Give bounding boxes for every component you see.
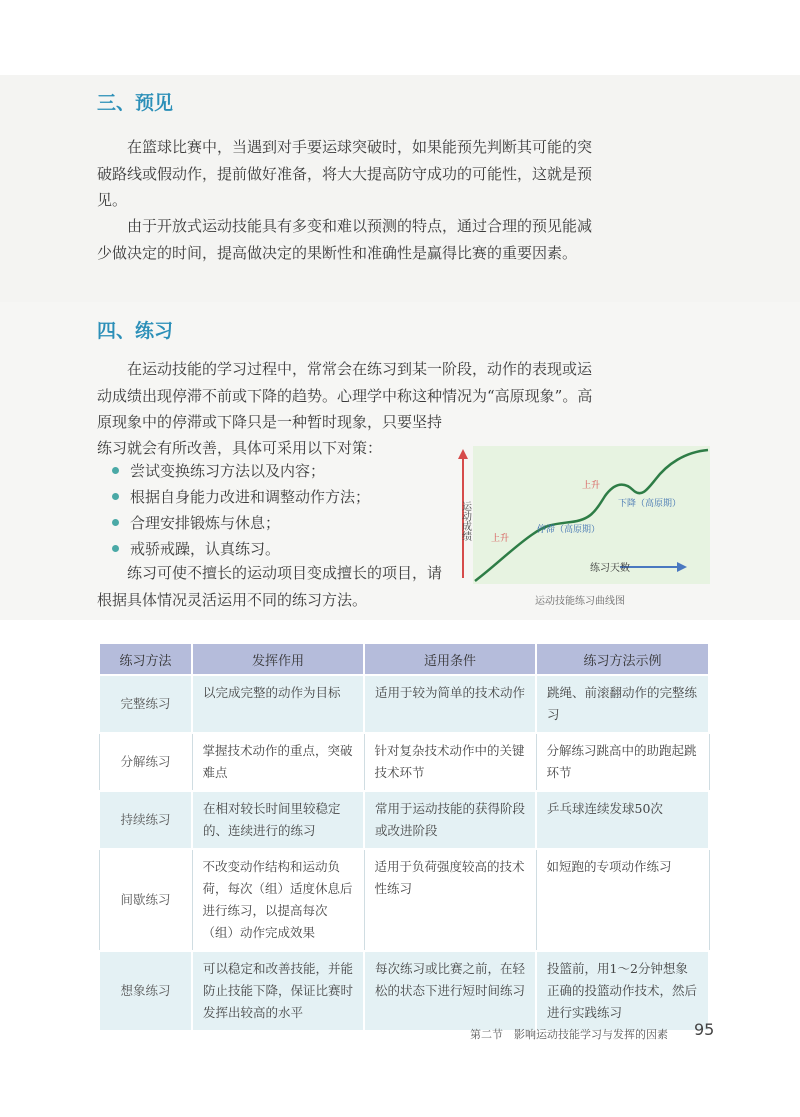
decline-label: 下降（高原期） bbox=[618, 499, 682, 509]
table-header-cell: 练习方法 bbox=[99, 643, 192, 675]
section-four-heading: 四、练习 bbox=[97, 320, 174, 342]
table-cell: 每次练习或比赛之前，在轻松的状态下进行短时间练习 bbox=[364, 951, 536, 1031]
table-header-cell: 练习方法示例 bbox=[536, 643, 709, 675]
list-item bbox=[110, 458, 370, 484]
table-cell: 间歇练习 bbox=[99, 849, 192, 951]
table-cell: 投篮前，用1～2分钟想象正确的投篮动作技术，然后进行实践练习 bbox=[536, 951, 709, 1031]
table-header-cell: 发挥作用 bbox=[192, 643, 364, 675]
rise-label-1: 上升 bbox=[491, 534, 510, 544]
table-cell: 跳绳、前滚翻动作的完整练习 bbox=[536, 675, 709, 733]
table-cell: 持续练习 bbox=[99, 791, 192, 849]
plateau-label: 停滞（高原期） bbox=[537, 525, 601, 535]
list-item-text: 合理安排锻炼与休息； bbox=[130, 514, 281, 532]
chart-caption: 运动技能练习曲线图 bbox=[535, 596, 625, 607]
table-header-cell: 适用条件 bbox=[364, 643, 536, 675]
bullet-dot-icon bbox=[112, 519, 119, 526]
section-four-closing: 练习可使不擅长的运动项目变成擅长的项目，请根据具体情况灵活运用不同的练习方法。 bbox=[97, 564, 443, 609]
countermeasure-list bbox=[110, 458, 370, 562]
table-cell: 以完成完整的动作为目标 bbox=[192, 675, 364, 733]
table-cell: 想象练习 bbox=[99, 951, 192, 1031]
bullet-dot-icon bbox=[112, 467, 119, 474]
list-item-text: 戒骄戒躁，认真练习。 bbox=[130, 540, 281, 558]
list-item-text: 根据自身能力改进和调整动作方法； bbox=[130, 488, 371, 506]
bullet-dot-icon bbox=[112, 545, 119, 552]
table-cell: 适用于较为简单的技术动作 bbox=[364, 675, 536, 733]
table-cell: 完整练习 bbox=[99, 675, 192, 733]
footer-section-title: 第二节 影响运动技能学习与发挥的因素 bbox=[470, 1028, 668, 1041]
y-axis-arrow-icon bbox=[458, 449, 468, 459]
section-four-intro: 在运动技能的学习过程中，常常会在练习到某一阶段，动作的表现或运动成绩出现停滞不前或下降的趋势。心理学中称这种情况为“高原现象”。高原现象中的停滞或下降只是一种暂时现象，只要坚持 bbox=[97, 360, 593, 431]
table-row bbox=[99, 951, 709, 1031]
section-three-paragraph-2: 由于开放式运动技能具有多变和难以预测的特点，通过合理的预见能减少做决定的时间，提高做决定的果断性和准确性是赢得比赛的重要因素。 bbox=[97, 217, 593, 262]
list-item bbox=[110, 536, 370, 562]
learning-curve-chart bbox=[455, 446, 710, 586]
list-item bbox=[110, 484, 370, 510]
page-number: 95 bbox=[694, 1020, 715, 1039]
table-cell: 在相对较长时间里较稳定的、连续进行的练习 bbox=[192, 791, 364, 849]
table-row bbox=[99, 849, 709, 951]
table-row bbox=[99, 733, 709, 791]
list-item-text: 尝试变换练习方法以及内容； bbox=[130, 462, 326, 480]
table-cell: 如短跑的专项动作练习 bbox=[536, 849, 709, 951]
table-row bbox=[99, 675, 709, 733]
table-cell: 乒乓球连续发球50次 bbox=[536, 791, 709, 849]
rise-label-2: 上升 bbox=[582, 481, 601, 491]
learning-curve-svg bbox=[455, 446, 710, 586]
table-cell: 适用于负荷强度较高的技术性练习 bbox=[364, 849, 536, 951]
section-three-heading: 三、预见 bbox=[97, 92, 174, 114]
table-cell: 分解练习跳高中的助跑起跳环节 bbox=[536, 733, 709, 791]
bullet-dot-icon bbox=[112, 493, 119, 500]
table-cell: 掌握技术动作的重点，突破难点 bbox=[192, 733, 364, 791]
table-cell: 常用于运动技能的获得阶段或改进阶段 bbox=[364, 791, 536, 849]
list-item bbox=[110, 510, 370, 536]
section-three-paragraph-1: 在篮球比赛中，当遇到对手要运球突破时，如果能预先判断其可能的突破路线或假动作，提前做好准备，将大大提高防守成功的可能性，这就是预见。 bbox=[97, 138, 593, 209]
table-cell: 针对复杂技术动作中的关键技术环节 bbox=[364, 733, 536, 791]
table-cell: 分解练习 bbox=[99, 733, 192, 791]
section-four-intro-cont: 练习就会有所改善，具体可采用以下对策： bbox=[97, 439, 383, 457]
y-axis-label: 运动成绩 bbox=[459, 501, 471, 541]
x-axis-label: 练习天数 bbox=[590, 563, 630, 574]
table-row bbox=[99, 791, 709, 849]
table-cell: 可以稳定和改善技能，并能防止技能下降，保证比赛时发挥出较高的水平 bbox=[192, 951, 364, 1031]
table-header-row bbox=[99, 643, 709, 675]
practice-methods-table bbox=[98, 642, 710, 1032]
table-cell: 不改变动作结构和运动负荷，每次（组）适度休息后进行练习，以提高每次（组）动作完成效果 bbox=[192, 849, 364, 951]
